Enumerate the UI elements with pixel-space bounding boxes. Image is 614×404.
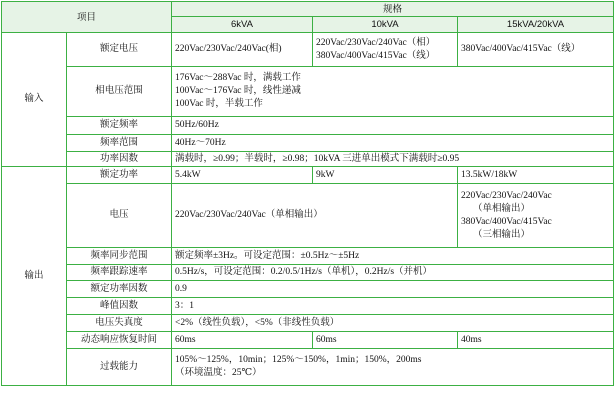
- category-output: 输出: [2, 167, 67, 386]
- header-15-20kva: 15kVA/20kVA: [458, 17, 614, 33]
- param-rated-frequency: 额定频率: [67, 117, 172, 135]
- rated-power-10kva: 9kW: [313, 167, 458, 184]
- frequency-range-value: 40Hz～70Hz: [172, 135, 614, 152]
- header-item: 项目: [2, 2, 172, 33]
- voltage-15kva-line: 380Vac/400Vac/415Vac: [461, 216, 552, 227]
- phase-voltage-range-line: 100Vac～176Vac 时，线性递减: [175, 86, 301, 96]
- voltage-distortion-value: <2%（线性负载），<5%（非线性负载）: [172, 315, 614, 332]
- rated-power-factor-value: 0.9: [172, 281, 614, 298]
- category-input: 输入: [2, 33, 67, 167]
- param-rated-power: 额定功率: [67, 167, 172, 184]
- voltage-15kva-line: （三相输出）: [473, 229, 531, 240]
- voltage-6-10kva: 220Vac/230Vac/240Vac（单相输出）: [172, 184, 458, 248]
- param-power-factor: 功率因数: [67, 152, 172, 167]
- freq-slew-rate-value: 0.5Hz/s，可设定范围：0.2/0.5/1Hz/s（单机），0.2Hz/s（并机）: [172, 265, 614, 281]
- header-spec: 规格: [172, 2, 614, 17]
- header-6kva: 6kVA: [172, 17, 313, 33]
- param-rated-power-factor: 额定功率因数: [67, 281, 172, 298]
- rated-frequency-value: 50Hz/60Hz: [172, 117, 614, 135]
- param-overload: 过载能力: [67, 349, 172, 386]
- param-voltage-distortion: 电压失真度: [67, 315, 172, 332]
- phase-voltage-range-line: 100Vac 时，半载工作: [175, 99, 263, 109]
- rated-voltage-10kva: [313, 33, 458, 67]
- dynamic-recovery-6kva: 60ms: [172, 332, 313, 349]
- param-freq-slew-rate: 频率跟踪速率: [67, 265, 172, 281]
- overload-line: （环境温度：25℃）: [175, 368, 262, 378]
- overload-line: 105%～125%，10min；125%～150%，1min；150%，200ms: [175, 355, 422, 365]
- rated-power-6kva: 5.4kW: [172, 167, 313, 184]
- rated-voltage-10kva-line2: 380Vac/400Vac/415Vac（线）: [316, 50, 436, 61]
- rated-power-15kva: 13.5kW/18kW: [458, 167, 614, 184]
- crest-factor-value: 3：1: [172, 298, 614, 315]
- rated-voltage-6kva: 220Vac/230Vac/240Vac(相): [172, 33, 313, 67]
- spec-table: [1, 1, 614, 386]
- header-10kva: 10kVA: [313, 17, 458, 33]
- voltage-15kva-line: （单相输出）: [473, 203, 531, 214]
- dynamic-recovery-10kva: 60ms: [313, 332, 458, 349]
- param-frequency-range: 频率范围: [67, 135, 172, 152]
- power-factor-value: 满载时，≥0.99；半载时，≥0.98；10kVA 三进单出模式下满载时≥0.95: [172, 152, 614, 167]
- rated-voltage-10kva-line1: 220Vac/230Vac/240Vac（相）: [316, 37, 436, 48]
- param-phase-voltage-range: 相电压范围: [67, 67, 172, 117]
- param-freq-sync-range: 频率同步范围: [67, 248, 172, 265]
- voltage-15kva: [458, 184, 614, 248]
- param-dynamic-recovery: 动态响应恢复时间: [67, 332, 172, 349]
- rated-voltage-15kva: 380Vac/400Vac/415Vac（线）: [458, 33, 614, 67]
- freq-sync-range-value: 额定频率±3Hz。可设定范围：±0.5Hz～±5Hz: [172, 248, 614, 265]
- phase-voltage-range-line: 176Vac～288Vac 时，满载工作: [175, 73, 301, 83]
- param-rated-voltage: 额定电压: [67, 33, 172, 67]
- param-voltage: 电压: [67, 184, 172, 248]
- overload-value: [172, 349, 614, 386]
- param-crest-factor: 峰值因数: [67, 298, 172, 315]
- phase-voltage-range-value: [172, 67, 614, 117]
- voltage-15kva-line: 220Vac/230Vac/240Vac: [461, 190, 552, 201]
- dynamic-recovery-15kva: 40ms: [458, 332, 614, 349]
